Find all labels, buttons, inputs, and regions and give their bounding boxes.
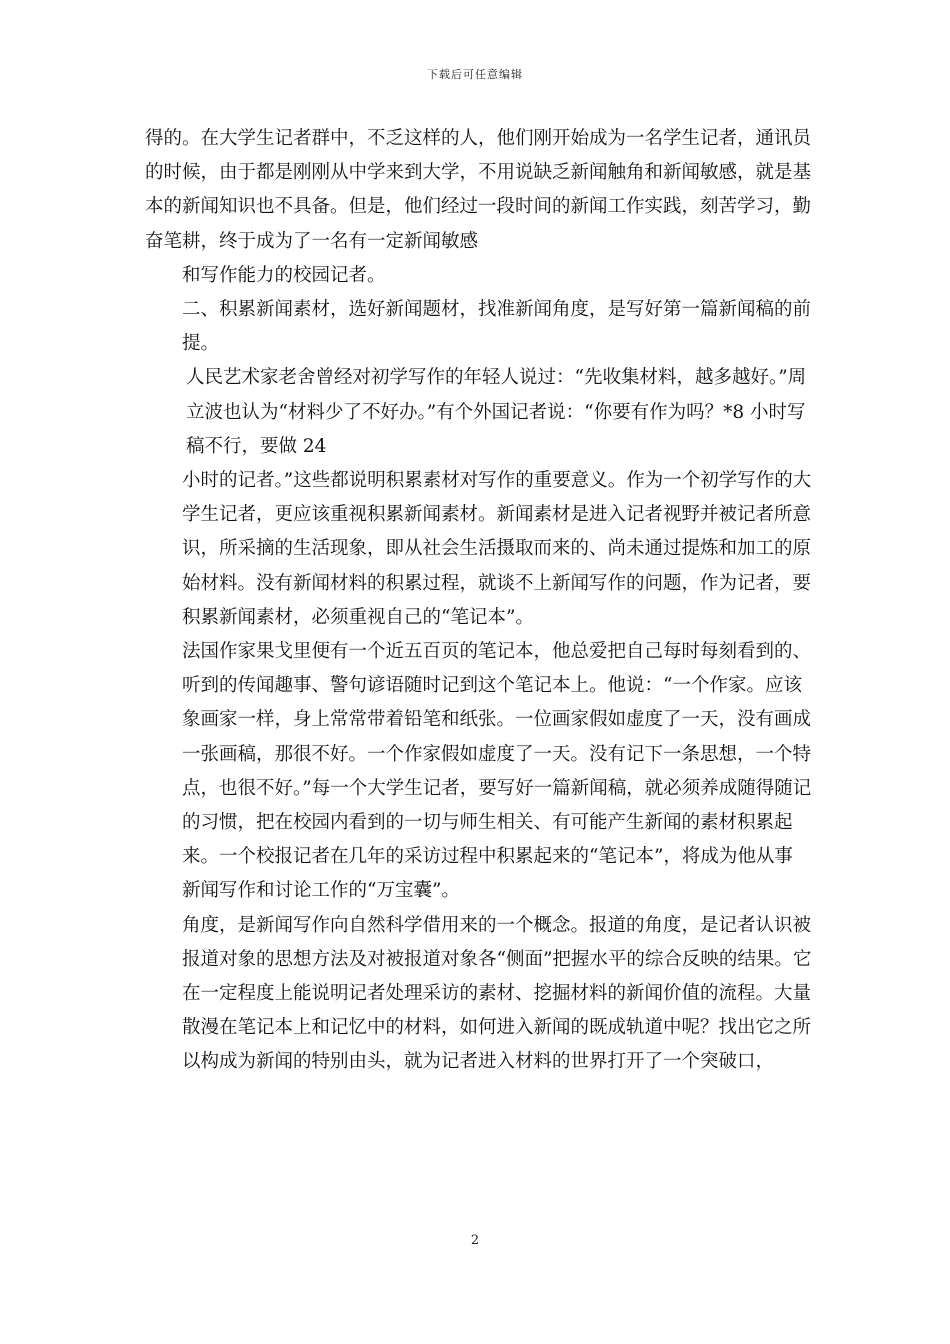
paragraph: 二、积累新闻素材，选好新闻题材，找准新闻角度，是写好第一篇新闻稿的前提。 xyxy=(182,299,812,355)
paragraph: 法国作家果戈里便有一个近五百页的笔记本，他总爱把自己每时每刻看到的、听到的传闻趣事、警句谚语随时记到这个笔记本上。他说：“一个作家。应该象画家一样，身上常常带着铅笔和纸张。一位画家假如虚度了一天，没有画成一张画稿，那很不好。一个作家假如虚度了一天。没有记下一条思想，一个特点，也很不好。”每一个大学生记者，要写好一篇新闻稿，就必须养成随得随记的习惯，把在校园内看到的一切与师生相关、有可能产生新闻的素材积累起来。一个校报记者在几年的采访过程中积累起来的“笔记本”，将成为他从事 xyxy=(182,641,812,868)
page-number: 2 xyxy=(470,1233,480,1248)
paragraph: 小时的记者。”这些都说明积累素材对写作的重要意义。作为一个初学写作的大学生记者，更应该重视积累新闻素材。新闻素材是进入记者视野并被记者所意识，所采摘的生活现象，即从社会生活摄取而来的、尚未通过提炼和加工的原始材料。没有新闻材料的积累过程，就谈不上新闻写作的问题，作为记者，要积累新闻素材，必须重视自己的“笔记本”。 xyxy=(182,470,812,628)
paragraph: 人民艺术家老舍曾经对初学写作的年轻人说过：“先收集材料，越多越好。”周立波也认为“材料少了不好办。”有个外国记者说：“你要有作为吗？*8 小时写稿不行，要做 24 xyxy=(186,367,807,457)
paragraph: 角度，是新闻写作向自然科学借用来的一个概念。报道的角度，是记者认识被报道对象的思想方法及对被报道对象各“侧面”把握水平的综合反映的结果。它在一定程度上能说明记者处理采访的素材、挖掘材料的新闻价值的流程。大量散漫在笔记本上和记忆中的材料，如何进入新闻的既成轨道中呢？找出它之所以构成为新闻的特别由头，就为记者进入材料的世界打开了一个突破口， xyxy=(182,914,812,1073)
paragraph: 和写作能力的校园记者。 xyxy=(182,264,386,286)
paragraph: 新闻写作和讨论工作的“万宝囊”。 xyxy=(182,880,460,902)
document-body xyxy=(145,122,820,1080)
paragraph: 得的。在大学生记者群中，不乏这样的人，他们刚开始成为一名学生记者，通讯员的时候，由于都是刚刚从中学来到大学，不用说缺乏新闻触角和新闻敏感，就是基本的新闻知识也不具备。但是，他们经过一段时间的新闻工作实践，刻苦学习，勤奋笔耕，终于成为了一名有一定新闻敏感 xyxy=(145,128,812,252)
page-header: 下载后可任意编辑 xyxy=(427,68,523,81)
